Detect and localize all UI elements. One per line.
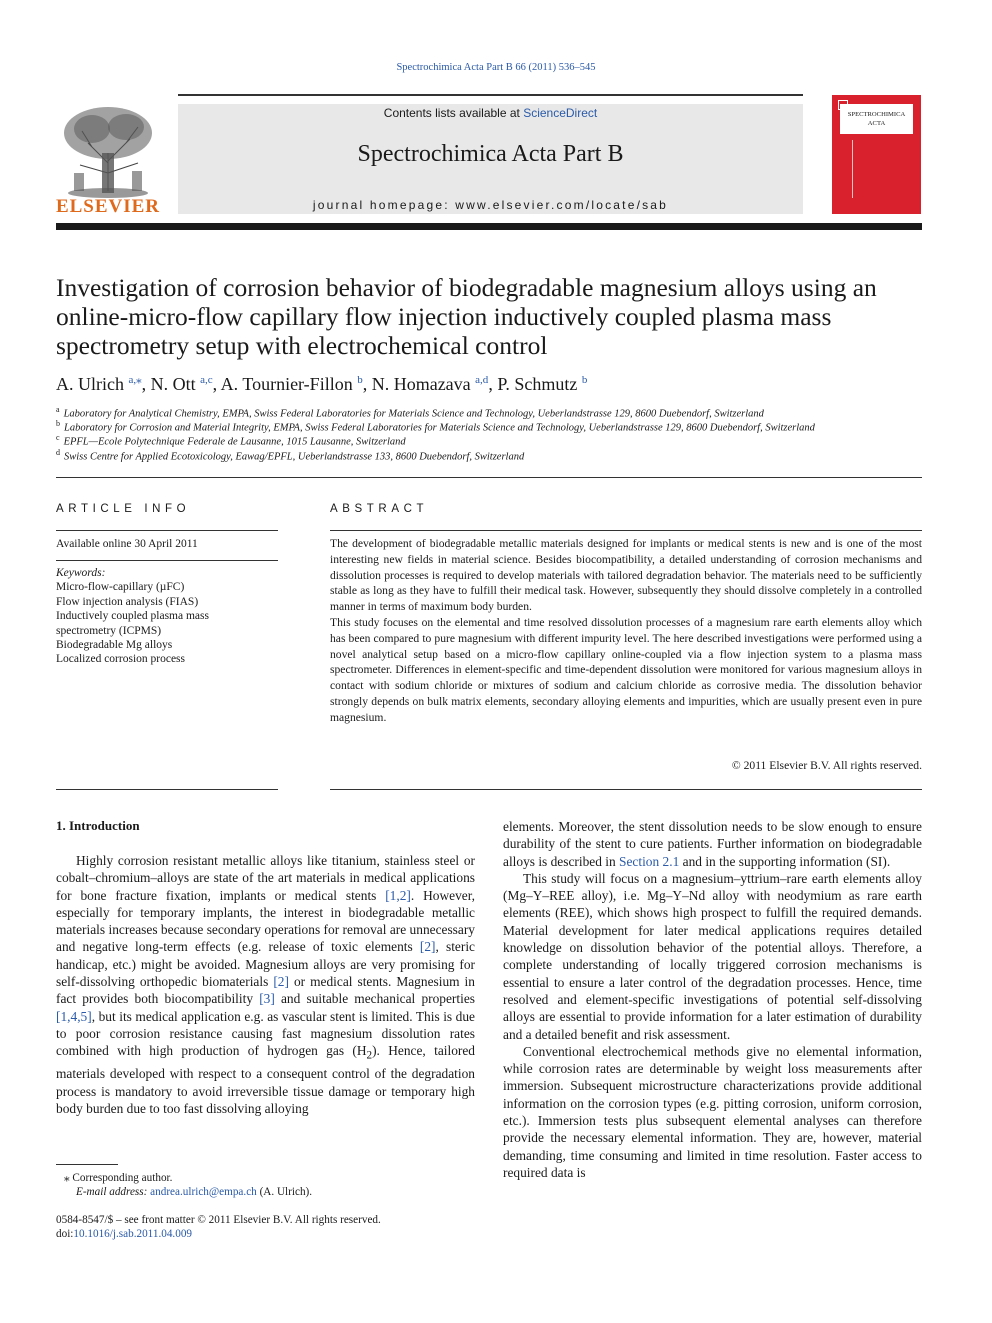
body-column-right xyxy=(503,818,922,1181)
citation-link[interactable]: [2] xyxy=(419,939,436,955)
text-run: . However, especially for temporary implants, the interest in biodegradable metallic materials increases because secondary operations for removal are unnecessary and negative long-term effects (e.g. release of toxic elements xyxy=(56,887,475,955)
author-affil-sup[interactable]: b xyxy=(581,374,588,386)
affiliation xyxy=(56,448,922,463)
body-paragraph: Conventional electrochemical methods give no elemental information, while corrosion rates are determinable by weight loss measurements after immersion. Subsequent microstructure characterizations provide additional information on the corrosion types (e.g. pitting corrosion, uniform corrosion, etc.). Immersion tests plus subsequent elemental analyses can therefore provide the necessary elemental information. They are, however, material demanding, time consuming and limited in time resolution. Faster access to required data is xyxy=(503,1043,922,1180)
text-run: and in the supporting information (SI). xyxy=(679,853,891,869)
keyword: Biodegradable Mg alloys xyxy=(56,639,173,652)
affiliation xyxy=(56,433,922,448)
article-info-heading: ARTICLE INFO xyxy=(56,503,191,515)
affiliation-text: Laboratory for Analytical Chemistry, EMPA, Swiss Federal Laboratories for Materials Science and Technology, Ueberlandstrasse 129, 8600 Duebendorf, Switzerland xyxy=(63,408,764,420)
author-affil-sup[interactable]: b xyxy=(357,374,363,386)
subscript: 2 xyxy=(366,1049,373,1062)
citation-link[interactable]: [3] xyxy=(259,991,275,1007)
affiliation xyxy=(56,419,922,434)
author-name: A. Ulrich xyxy=(56,374,124,394)
email-link[interactable]: andrea.ulrich@empa.ch xyxy=(150,1186,257,1198)
contents-prefix: Contents lists available at xyxy=(383,106,524,120)
abstract-bottom-rule xyxy=(330,789,922,790)
doi-line xyxy=(56,1228,496,1240)
affiliation-key: d xyxy=(56,448,60,457)
abstract-paragraph: The development of biodegradable metallic materials designed for implants or medical stents is new and is one of the most interesting new fields in material science. Besides biocompatibility, a detailed understanding of corrosion mechanisms and dissolution processes is required to develop materials with tailored degradation behavior. The materials need to be sufficiently stable as long as they have to fulfill their medical task. However, subsequently they should dissolve completely in a controlled manner in terms of maximum body burden. xyxy=(330,537,922,614)
affiliation-text: EPFL—Ecole Polytechnique Federale de Lausanne, 1015 Lausanne, Switzerland xyxy=(63,436,406,448)
issn-line: 0584-8547/$ – see front matter © 2011 Elsevier B.V. All rights reserved. xyxy=(56,1214,381,1226)
text-run: , but its medical application e.g. as vascular stent is limited. This is due to poor corrosion resistance causing fast magnesium dissolution rates combined with high production of hydrogen gas (H xyxy=(56,1008,475,1059)
section-heading: 1. Introduction xyxy=(56,818,140,833)
contents-line xyxy=(178,106,803,120)
keyword: Micro-flow-capillary (µFC) xyxy=(56,581,185,594)
affiliation-key: b xyxy=(56,419,60,428)
author-name: A. Tournier-Fillon xyxy=(220,374,353,394)
abstract-body xyxy=(330,536,922,726)
doi-prefix: doi: xyxy=(56,1228,74,1240)
journal-homepage[interactable]: journal homepage: www.elsevier.com/locate/sab xyxy=(312,198,669,212)
keywords-block xyxy=(56,566,278,667)
keywords-label: Keywords: xyxy=(56,567,106,579)
author-affil-sup[interactable]: a,⁎ xyxy=(128,374,142,386)
cover-title: SPECTROCHIMICA ACTA xyxy=(840,104,913,134)
affiliation-key: a xyxy=(56,405,60,414)
article-info-bottom-rule xyxy=(56,789,278,790)
email-label: E-mail address: xyxy=(76,1186,151,1198)
abstract-paragraph: This study focuses on the elemental and time resolved dissolution processes of a magnesium rare earth elements alloy which has been compared to pure magnesium with different impurity level. The here described investigations were performed using a novel analytical setup based on a micro-flow capillary online-coupled via a flow injection system to a plasma mass spectrometer. Differences in element-specific and time-dependent dissolution were monitored for various magnesium alloys in contact with sodium chloride or mixtures of sodium and calcium chloride as corrosive media. The dissolution behavior strongly depends on bulk matrix elements, secondary alloying elements and impurities, which are usually present even in pure magnesium. xyxy=(330,615,922,724)
affiliation-text: Swiss Centre for Applied Ecotoxicology, Eawag/EPFL, Ueberlandstrasse 133, 8600 Duebendorf, Switzerland xyxy=(64,451,525,463)
keyword: Inductively coupled plasma mass xyxy=(56,610,209,623)
section-rule xyxy=(56,477,922,478)
header-bottom-rule xyxy=(56,223,922,230)
citation-link[interactable]: [1,2] xyxy=(385,887,411,903)
section-link[interactable]: Section 2.1 xyxy=(619,853,680,869)
available-online: Available online 30 April 2011 xyxy=(56,538,198,550)
sciencedirect-link[interactable]: ScienceDirect xyxy=(523,106,598,120)
corresponding-author-note: ⁎ Corresponding author. xyxy=(64,1172,173,1184)
cover-stripe xyxy=(852,140,853,198)
citation-link[interactable]: [2] xyxy=(273,974,289,990)
author-name: P. Schmutz xyxy=(497,374,578,394)
header-top-rule xyxy=(178,94,803,96)
author-affil-sup[interactable]: a,c xyxy=(200,374,213,386)
text-run: Highly corrosion resistant metallic alloys like titanium, stainless steel or cobalt–chromium–alloys are state of the art materials in medical applications for bone fracture fixation, implants or medical stents xyxy=(56,853,475,903)
affiliation xyxy=(56,405,922,420)
elsevier-wordmark: ELSEVIER xyxy=(55,196,161,217)
keyword: spectrometry (ICPMS) xyxy=(56,624,162,637)
text-run: and suitable mechanical properties xyxy=(274,991,475,1007)
journal-title: Spectrochimica Acta Part B xyxy=(357,141,624,167)
author-name: N. Homazava xyxy=(371,374,471,394)
doi-link[interactable]: 10.1016/j.sab.2011.04.009 xyxy=(73,1228,193,1240)
article-info-rule xyxy=(56,530,278,531)
affiliation-text: Laboratory for Corrosion and Material Integrity, EMPA, Swiss Federal Laboratories for Materials Science and Technology, Ueberlandstrasse 129, 8600 Duebendorf, Switzerland xyxy=(64,422,815,434)
keyword: Flow injection analysis (FIAS) xyxy=(56,595,199,608)
text-run: ). Hence, tailored materials developed with respect to a consequent control of the degradation process is mandatory to avoid irreversible tissue damage or temporary high body burden due to too fast dissolving alloying xyxy=(56,1043,475,1116)
citation-link[interactable]: [1,4,5] xyxy=(56,1008,92,1024)
text-run: , steric handicap, etc.) might be avoided. Magnesium alloys are very promising for self-dissolving orthopedic biomaterials xyxy=(56,939,475,990)
author-name: N. Ott xyxy=(150,374,196,394)
body-paragraph xyxy=(503,818,922,870)
footnote-rule xyxy=(56,1164,118,1165)
text-run: elements. Moreover, the stent dissolution needs to be slow enough to ensure durability of the stent to cure patients. Further information on biodegradable alloys is described in xyxy=(503,819,922,869)
affiliation-key: c xyxy=(56,433,60,442)
abstract-rule xyxy=(330,530,922,531)
author-list: A. Ulrich $^{a,⁎}$, N. Ott $^{a,c}$, A. Tournier-Fillon $^b$, N. Homazava $^{a,d}$, P. Schmutz $^b$ xyxy=(56,374,588,394)
copyright: © 2011 Elsevier B.V. All rights reserved. xyxy=(731,759,922,772)
journal-citation[interactable]: Spectrochimica Acta Part B 66 (2011) 536–545 xyxy=(396,62,596,73)
body-paragraph: This study will focus on a magnesium–yttrium–rare earth elements alloy (Mg–Y–REE alloy), i.e. Mg–Y–Nd alloy with neodymium as rare earth elements (REE), which shows high prospect to fulfill the required demands. Material development for later medical applications requires detailed knowledge on dissolution behavior of the potential alloys. Therefore, a complete understanding of locally triggered corrosion mechanisms is essential to ensure a later control of the degradation processes. Hence, time resolved and element-specific investigations of potential self-dissolving alloys are essential to provide information for a later estimation of durability and a detailed benefit and risk assessment. xyxy=(503,870,922,1042)
keyword: Localized corrosion process xyxy=(56,653,186,666)
body-column-left xyxy=(56,852,475,1117)
text-run: or medical stents. Magnesium in fact provides both biocompatibility xyxy=(56,974,475,1007)
keywords-rule xyxy=(56,560,278,561)
abstract-heading: ABSTRACT xyxy=(330,503,429,515)
email-suffix: (A. Ulrich). xyxy=(256,1186,313,1198)
author-affil-sup[interactable]: a,d xyxy=(475,374,489,386)
article-title: Investigation of corrosion behavior of biodegradable magnesium alloys using an online-micro-flow capillary flow injection inductively coupled plasma mass spectrometry setup with electrochemical control xyxy=(56,273,877,360)
body-paragraph xyxy=(56,852,475,1117)
email-note xyxy=(56,1186,516,1198)
